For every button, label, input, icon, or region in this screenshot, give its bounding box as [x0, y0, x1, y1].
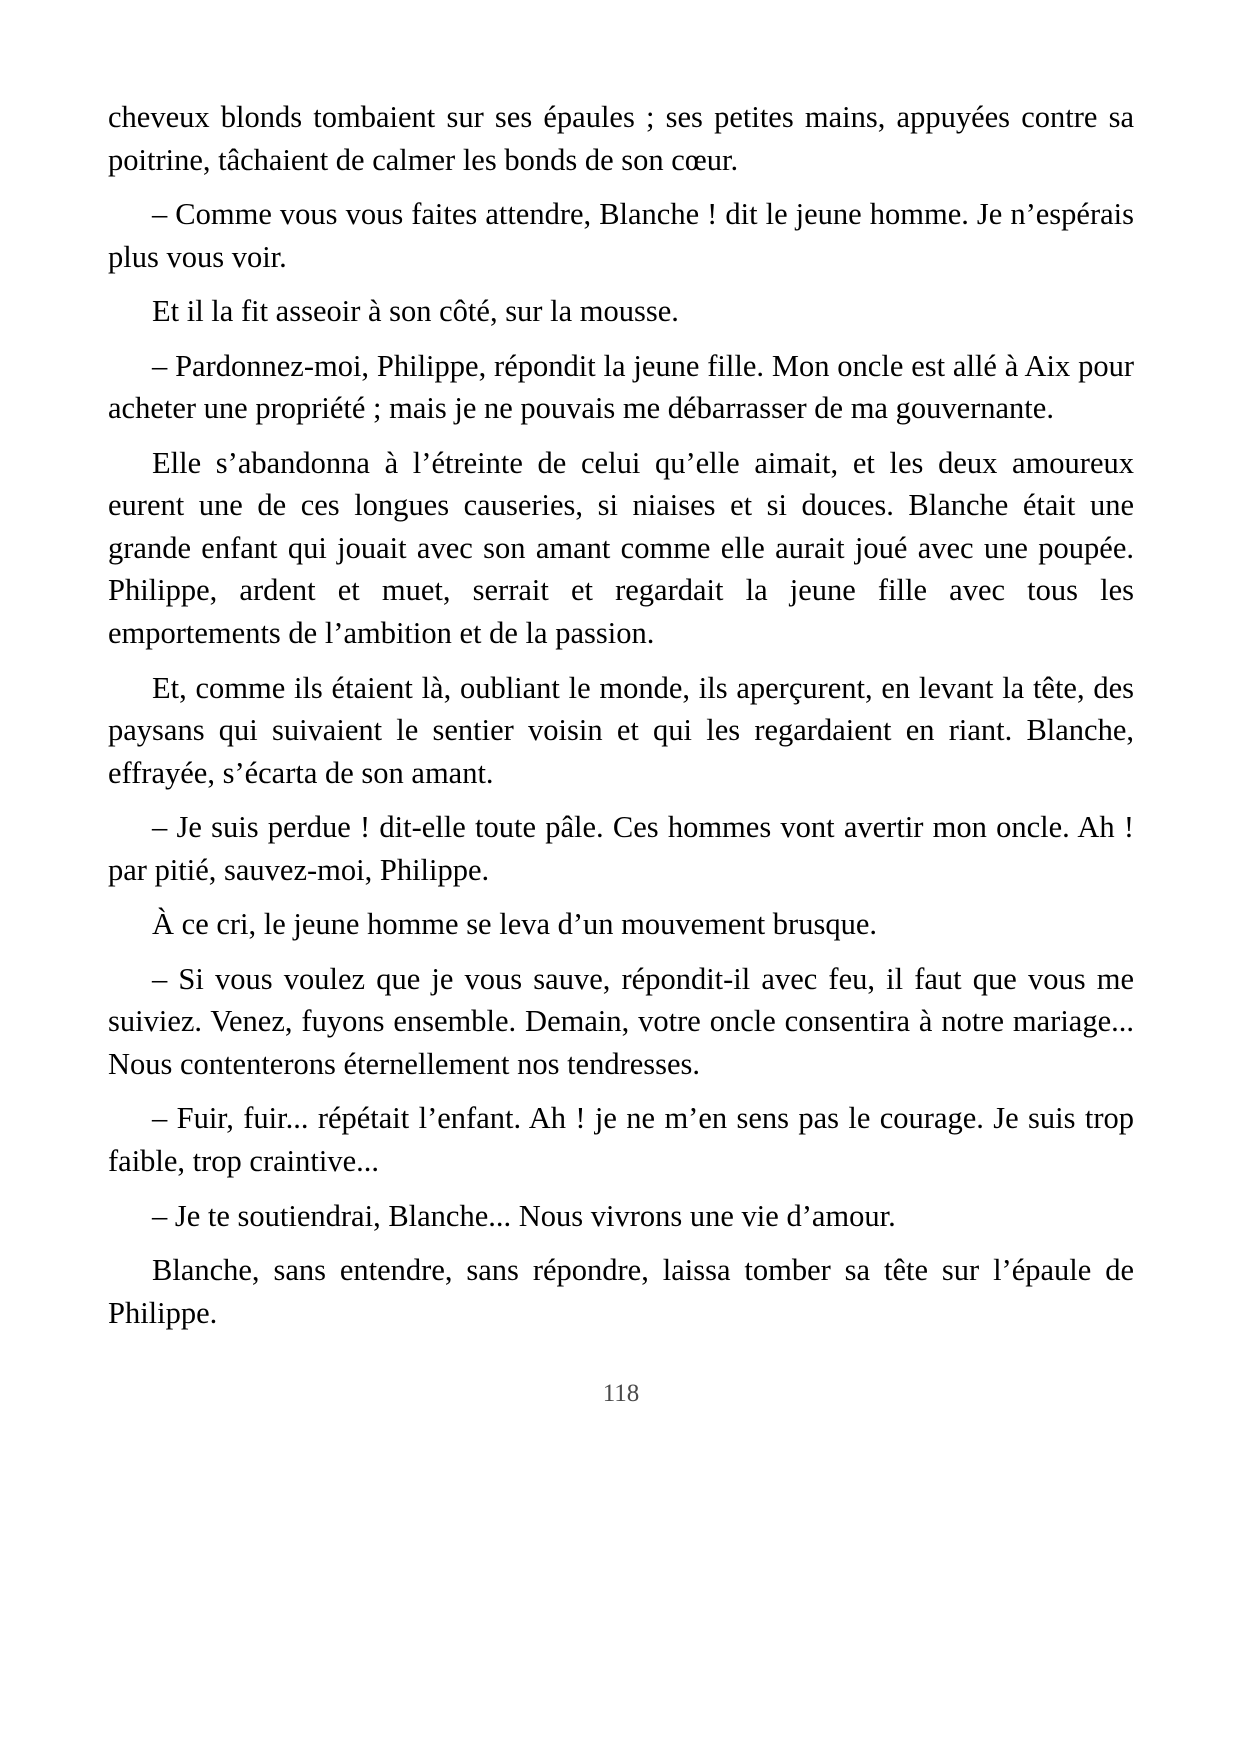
paragraph: cheveux blonds tombaient sur ses épaules ; ses petites mains, appuyées contre sa poitrine, tâchaient de calmer les bonds de son cœur.: [108, 100, 1134, 177]
paragraph: – Fuir, fuir... répétait l’enfant. Ah ! je ne m’en sens pas le courage. Je suis trop faible, trop craintive...: [108, 1101, 1134, 1179]
paragraph: À ce cri, le jeune homme se leva d’un mouvement brusque.: [152, 907, 877, 942]
paragraph: Elle s’abandonna à l’étreinte de celui qu’elle aimait, et les deux amoureux eurent une de ces longues causeries, si niaises et si douces. Blanche était une grande enfant qui jouait avec son amant comme elle aurait joué avec une poupée. Philippe, ardent et muet, serrait et regardait la jeune fille avec tous les emportements de l’ambition et de la passion.: [108, 445, 1134, 651]
paragraph: – Pardonnez-moi, Philippe, répondit la jeune fille. Mon oncle est allé à Aix pour acheter une propriété ; mais je ne pouvais me débarrasser de ma gouvernante.: [108, 348, 1134, 426]
paragraph: Et, comme ils étaient là, oubliant le monde, ils aperçurent, en levant la tête, des paysans qui suivaient le sentier voisin et qui les regardaient en riant. Blanche, effrayée, s’écarta de son amant.: [108, 670, 1134, 790]
paragraph: Blanche, sans entendre, sans répondre, laissa tomber sa tête sur l’épaule de Philippe.: [108, 1253, 1134, 1330]
paragraph: – Comme vous vous faites attendre, Blanche ! dit le jeune homme. Je n’espérais plus vous voir.: [108, 197, 1134, 274]
body-text: [108, 96, 1134, 1334]
paragraph: – Je suis perdue ! dit-elle toute pâle. Ces hommes vont avertir mon oncle. Ah ! par pitié, sauvez-moi, Philippe.: [108, 810, 1134, 887]
paragraph: – Si vous voulez que je vous sauve, répondit-il avec feu, il faut que vous me suiviez. Venez, fuyons ensemble. Demain, votre oncle consentira à notre mariage... Nous contenterons éternellement nos tendresses.: [108, 961, 1134, 1081]
paragraph: – Je te soutiendrai, Blanche... Nous vivrons une vie d’amour.: [152, 1198, 896, 1233]
paragraph: Et il la fit asseoir à son côté, sur la mousse.: [152, 294, 679, 329]
page-number: 118: [602, 1380, 640, 1407]
